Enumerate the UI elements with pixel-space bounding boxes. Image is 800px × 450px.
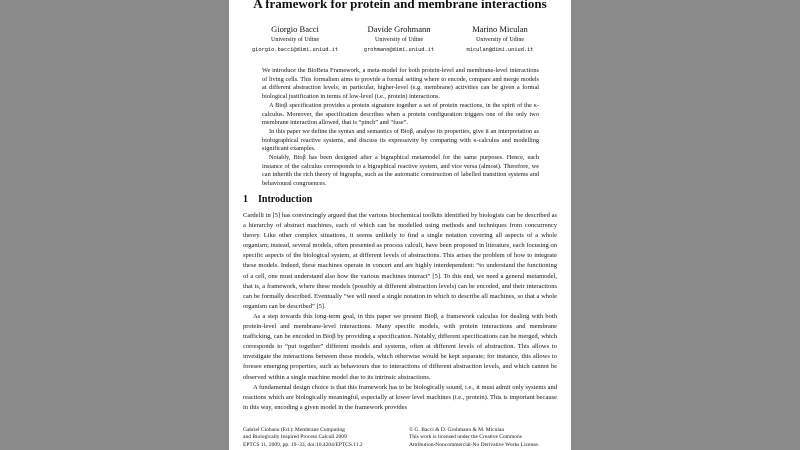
body-paragraph: A fundamental design choice is that this framework has to be biologically sound, i.e., it must admit only systems and reactions which are biologically meaningful, especially at lower level machines (i.e., protein). This is important because in this way, encoding a given model in the framework provides: [243, 383, 557, 411]
section-title: Introduction: [258, 194, 313, 205]
footer-line: and Biologically Inspired Process Calculi 2009: [243, 434, 347, 441]
footer-license: [409, 427, 539, 449]
author-email: grohmann@dimi.uniud.it: [363, 47, 435, 53]
footer-line: Attribution-Noncommercial-No Derivative Works License.: [409, 441, 540, 448]
author-affiliation: University of Udine: [271, 37, 319, 43]
footer-citation: [243, 427, 363, 449]
section-number: 1: [243, 194, 248, 205]
author-affiliation: University of Udine: [375, 37, 423, 43]
footer-line: This work is licensed under the Creative Commons: [409, 434, 522, 441]
abstract: [262, 67, 539, 189]
section-heading: [243, 194, 322, 205]
body-paragraph: As a step towards this long-term goal, in this paper we present Bioβ, a framework calculus for dealing with both protein-level and membrane-level interactions. Many specific models, with protein interactions and membrane trafficking, can be encoded in Bioβ by providing a specification. Notably, different specifications can be merged, which corresponds to “put together” different models and systems, often at different levels of abstraction. This allows to investigate the interactions between these models, which otherwise would be kept separate; for instance, this allows to foresee emerging properties, such as behaviours due to interactions of different abstraction levels, and which cannot be observed within a single machine model due to its intrinsic abstractions.: [243, 312, 557, 381]
abstract-paragraph: A Bioβ specification provides a protein signature together a set of protein reactions, in the spirit of the κ-calculus. Moreover, the specification describes when a protein configuration triggers one of the only two membrane interaction allowed, that is “pinch” and “fuse”.: [262, 101, 539, 127]
body-paragraph: Cardelli in [5] has convincingly argued that the various biochemical toolkits identified by biologists can be described as a hierarchy of abstract machines, each of which can be modelled using methods and techniques from concurrency theory. Like other complex situations, it seems unlikely to find a single notation covering all aspects of a whole organism; instead, several models, often presented as process calculi, have been proposed in literature, each focusing on specific aspects of the biological system, at different levels of abstractions. This arises the problem of how to integrate these models. Indeed, these machines operate in concert and are highly interdependent: “to understand the functioning of a cell, one must understand also how the various machines interact” [5]. To this end, we need a general metamodel, that is, a framework, where these models (possibly at different abstraction levels) can be encoded, and their interactions can be formally described. Eventually “we will need a single notation in which to describe all machines, so that a whole organism can be described” [5].: [243, 212, 557, 310]
paper-page: [229, 0, 571, 450]
author-email: giorgio.bacci@dimi.uniud.it: [251, 47, 339, 53]
abstract-paragraph: In this paper we define the syntax and semantics of Bioβ, analyse its properties, give it an interpretation as biobigraphical reactive systems, and discuss its expressivity by comparing with κ-calculus and modelling significant examples.: [262, 127, 539, 153]
author-email: miculan@dimi.uniud.it: [466, 47, 534, 53]
author-affiliation: University of Udine: [476, 37, 524, 43]
footer-line: EPTCS 11, 2009, pp. 19–33, doi:10.4204/EPTCS.11.2: [243, 441, 363, 448]
author-block: [445, 24, 555, 55]
body-text: [243, 211, 557, 413]
abstract-paragraph: We introduce the BioBeta Framework, a meta-model for both protein-level and membrane-level interactions of living cells. This formalism aims to provide a formal setting where to encode, compare and merge models at different abstraction levels; in particular, higher-level (e.g. membrane) activities can be given a formal biological justification in terms of low-level (i.e., protein) interactions.: [262, 67, 539, 101]
author-name: Giorgio Bacci: [271, 24, 319, 34]
footer-line: © G. Bacci & D. Grohmann & M. Miculan: [409, 427, 505, 433]
footer-line: Gabriel Ciobanu (Ed.): Membrane Computing: [243, 427, 345, 433]
author-block: [344, 24, 454, 55]
author-name: Davide Grohmann: [367, 24, 431, 34]
paper-title: A framework for protein and membrane interactions: [253, 0, 547, 11]
author-name: Marino Miculan: [472, 24, 528, 34]
abstract-paragraph: Notably, Bioβ has been designed after a bigraphical metamodel for the same purposes. Hence, each instance of the calculus corresponds to a bigraphical reactive system, and vice versa (almost). Therefore, we can inherith the rich theory of bigraphs, such as the automatic construction of labelled transition systems and behavioural congruences.: [262, 154, 539, 188]
author-block: [240, 24, 350, 55]
